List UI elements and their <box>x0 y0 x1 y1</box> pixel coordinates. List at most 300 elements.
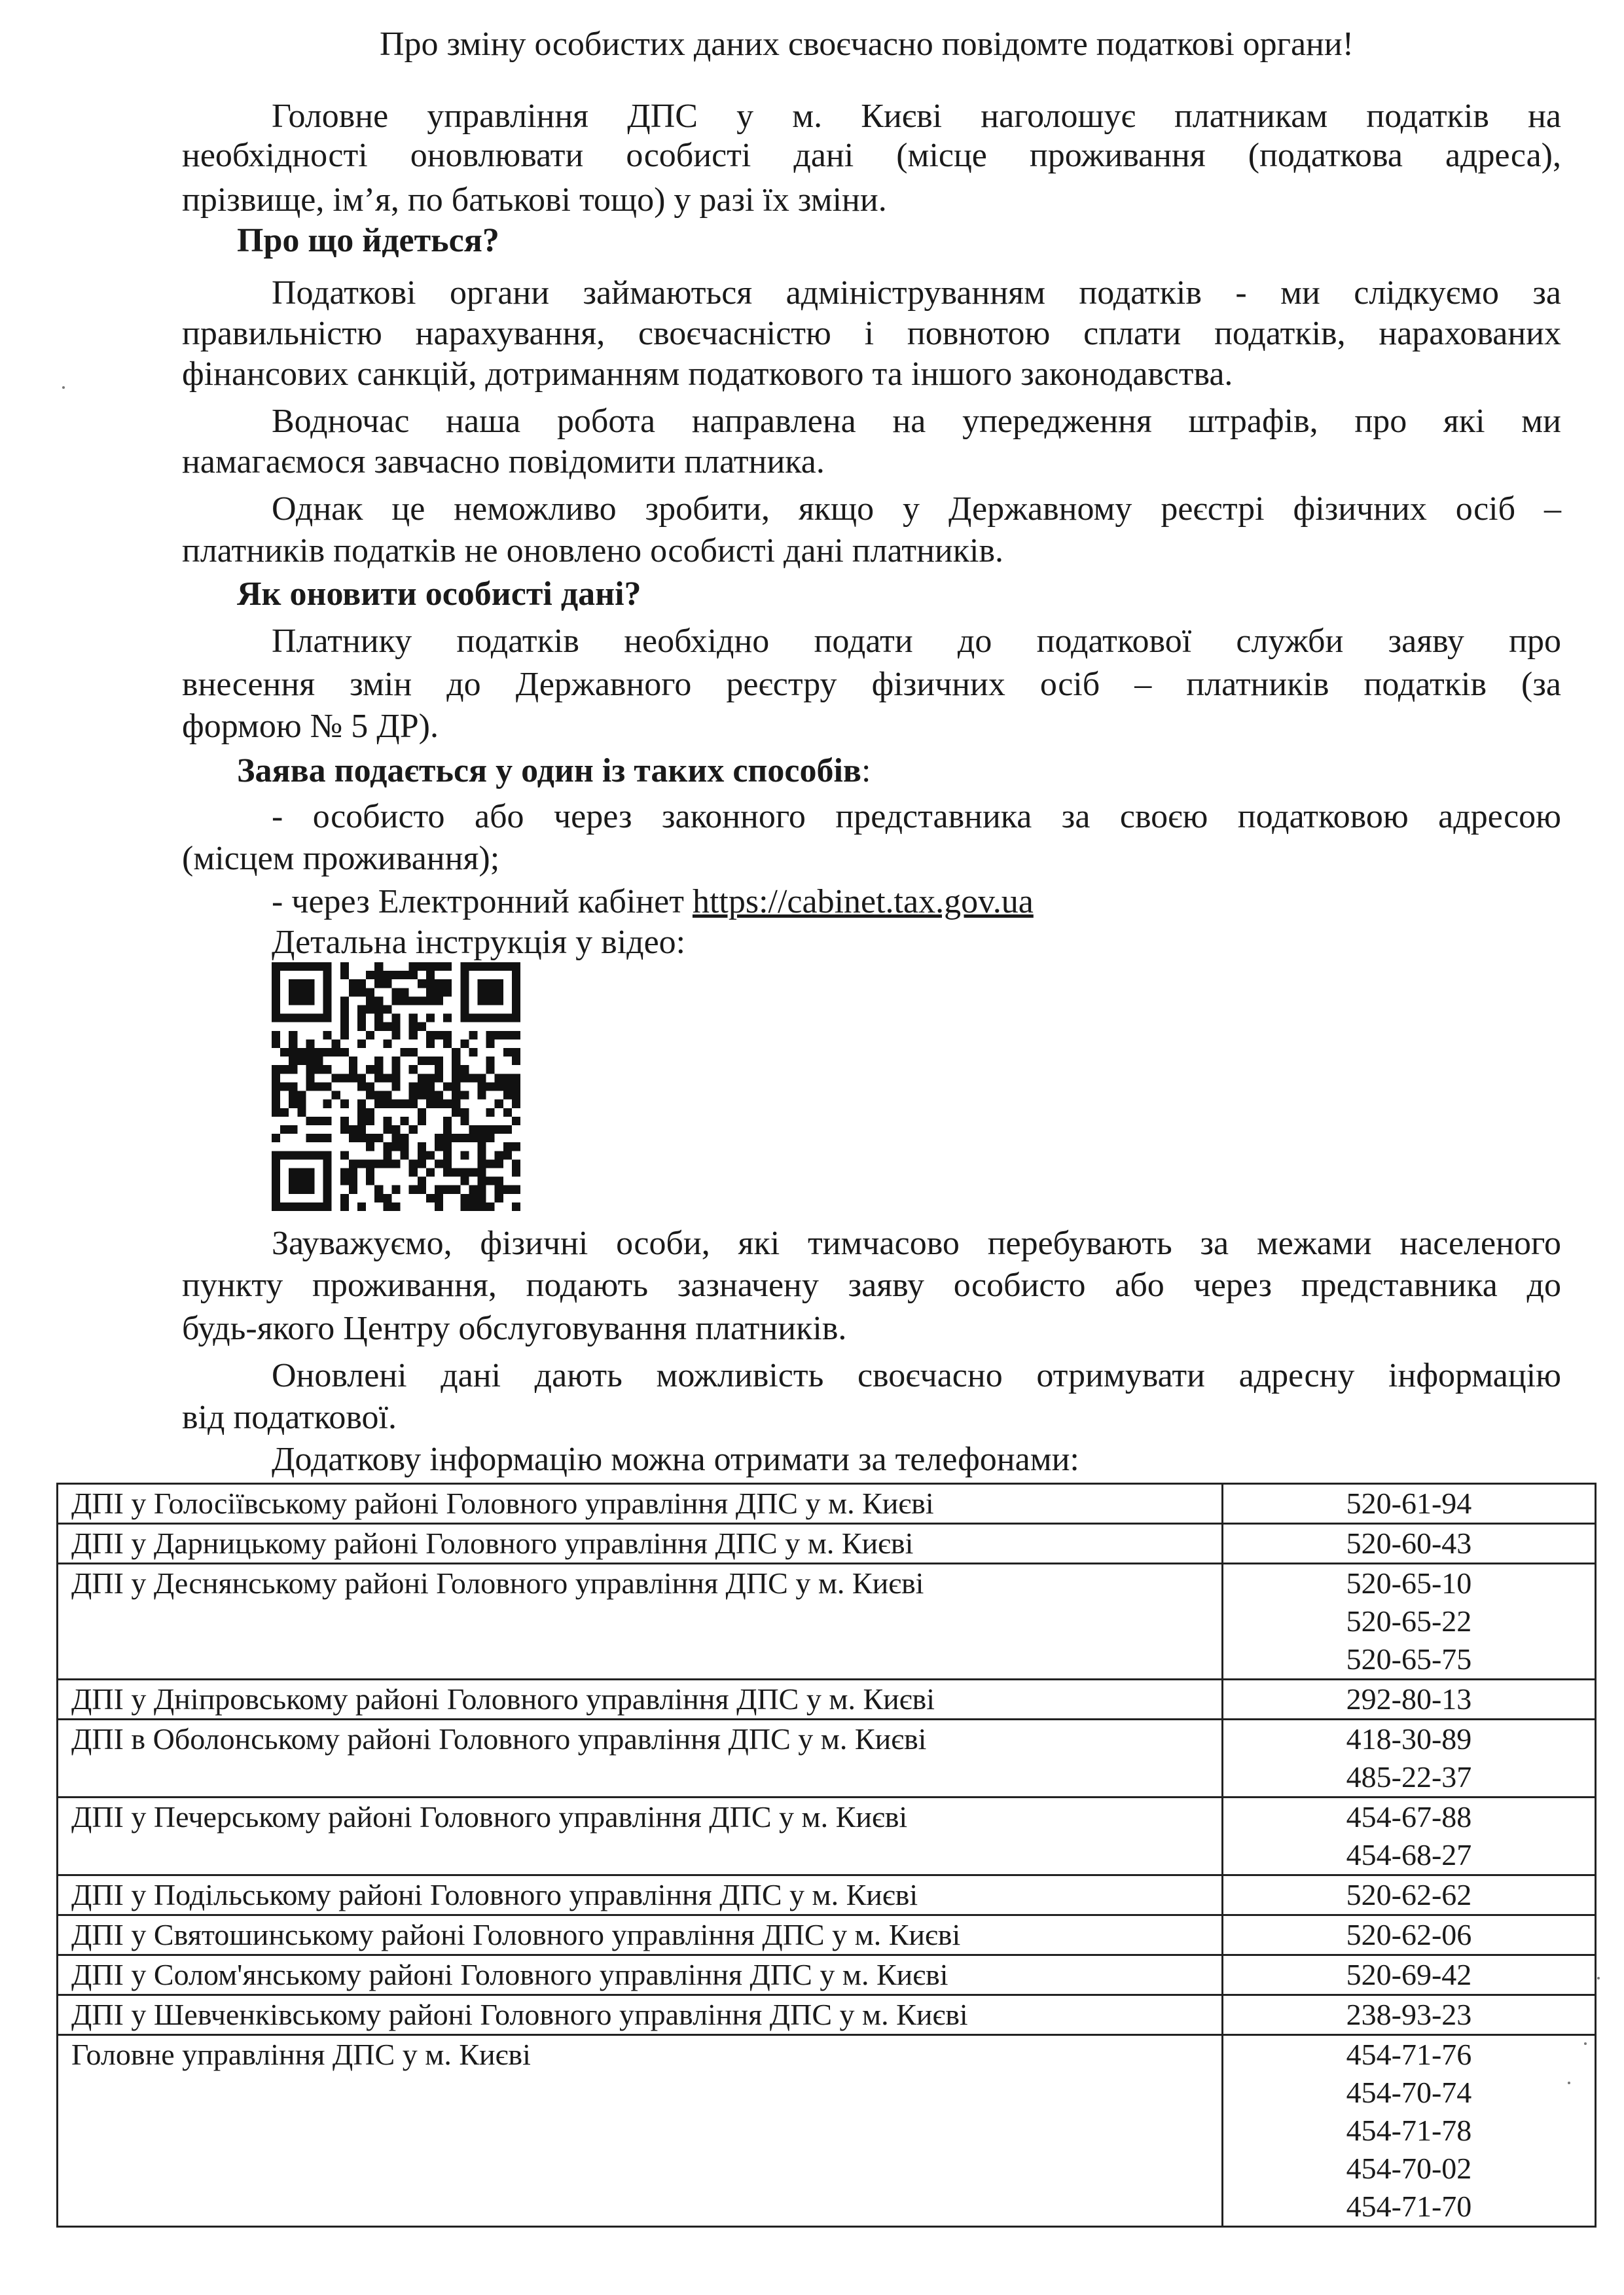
qr-module <box>435 1159 443 1168</box>
qr-module <box>452 1185 460 1194</box>
qr-module <box>418 1091 426 1100</box>
qr-module <box>289 1031 297 1039</box>
qr-module <box>418 962 426 971</box>
phone-number[interactable]: 520-62-06 <box>1346 1918 1472 1951</box>
qr-module <box>391 1065 400 1074</box>
phone-number[interactable]: 520-65-75 <box>1346 1642 1472 1676</box>
qr-module <box>366 1091 374 1100</box>
table-row <box>58 1680 1596 1720</box>
qr-module <box>357 1125 366 1134</box>
qr-module <box>495 1074 503 1082</box>
qr-module <box>452 1048 460 1057</box>
qr-module <box>280 1065 289 1074</box>
qr-module <box>340 1074 349 1082</box>
qr-module <box>435 996 443 1005</box>
qr-module <box>391 1022 400 1031</box>
qr-module <box>401 1134 409 1142</box>
section1-p2-line-2: намагаємося завчасно повідомити платника. <box>182 443 825 480</box>
phone-numbers-cell <box>1223 1995 1596 2035</box>
phone-number[interactable]: 520-62-62 <box>1346 1878 1472 1911</box>
qr-module <box>383 1142 391 1151</box>
qr-module <box>391 1014 400 1022</box>
scan-speck <box>1568 2082 1570 2084</box>
section1-p1-line-1: Податкові органи займаються адмініструванням податків - ми слідкуємо за <box>272 274 1561 312</box>
qr-module <box>374 1194 383 1202</box>
qr-module <box>391 1185 400 1194</box>
office-name-cell: Головне управління ДПС у м. Києві <box>58 2035 1223 2227</box>
qr-module <box>357 1108 366 1117</box>
qr-module <box>366 1134 374 1142</box>
qr-module <box>391 1031 400 1039</box>
qr-module <box>426 988 435 996</box>
qr-module <box>272 1065 280 1074</box>
qr-module <box>289 1048 297 1057</box>
qr-module <box>383 1005 391 1014</box>
office-name-cell: ДПІ у Деснянському районі Головного управління ДПС у м. Києві <box>58 1564 1223 1680</box>
qr-module <box>340 1177 349 1185</box>
qr-module <box>426 1039 435 1048</box>
qr-module <box>435 1031 443 1039</box>
qr-module <box>426 1151 435 1159</box>
qr-module <box>409 1125 418 1134</box>
table-row <box>58 1798 1596 1875</box>
phones-table <box>56 1483 1597 2228</box>
qr-module <box>366 996 374 1005</box>
qr-module <box>443 979 452 988</box>
qr-module <box>418 979 426 988</box>
qr-module <box>426 1057 435 1065</box>
qr-module <box>374 1074 383 1082</box>
qr-module <box>289 979 314 1005</box>
qr-module <box>469 1031 477 1039</box>
qr-module <box>306 1065 314 1074</box>
section1-p1-line-3: фінансових санкцій, дотриманням податкового та іншого законодавства. <box>182 355 1233 393</box>
qr-module <box>340 962 349 971</box>
qr-module <box>469 1185 477 1194</box>
qr-module <box>289 1168 314 1193</box>
qr-module <box>280 1125 289 1134</box>
phones-intro: Додаткову інформацію можна отримати за телефонами: <box>272 1441 1079 1478</box>
qr-module <box>366 1159 374 1168</box>
qr-module <box>486 1039 495 1048</box>
qr-module <box>452 1057 460 1065</box>
qr-module <box>409 1082 418 1091</box>
office-name-cell: ДПІ у Солом'янському районі Головного управління ДПС у м. Києві <box>58 1955 1223 1995</box>
qr-module <box>435 1074 443 1082</box>
method1-line-1: - особисто або через законного представника за своєю податковою адресою <box>272 798 1561 835</box>
qr-module <box>486 1057 495 1065</box>
office-name-cell: ДПІ у Святошинському районі Головного управління ДПС у м. Києві <box>58 1915 1223 1955</box>
qr-module <box>503 1048 512 1057</box>
section1-p3-line-2: платників податків не оновлено особисті дані платників. <box>182 532 1004 569</box>
qr-module <box>435 979 443 988</box>
qr-module <box>306 1082 314 1091</box>
qr-module <box>374 1134 383 1142</box>
qr-module <box>418 1108 426 1117</box>
section2-p1-line-2: внесення змін до Державного реєстру фізичних осіб – платників податків (за <box>182 666 1561 703</box>
qr-module <box>460 1151 469 1159</box>
qr-module <box>297 1100 306 1108</box>
video-label: Детальна інструкція у відео: <box>272 924 686 961</box>
intro-line-1: Головне управління ДПС у м. Києві наголошує платникам податків на <box>272 98 1561 135</box>
qr-module <box>272 1108 280 1117</box>
qr-module <box>323 1117 332 1125</box>
qr-module <box>315 1117 323 1125</box>
qr-module <box>374 1022 383 1031</box>
qr-module <box>366 1005 374 1014</box>
qr-module <box>435 1057 443 1065</box>
qr-module <box>452 1082 460 1091</box>
qr-module <box>391 971 400 979</box>
phone-number[interactable]: 418-30-89 <box>1346 1722 1472 1756</box>
table-row <box>58 1915 1596 1955</box>
phone-numbers-cell <box>1223 1680 1596 1720</box>
phone-number[interactable]: 292-80-13 <box>1346 1682 1472 1716</box>
phone-number[interactable]: 454-71-70 <box>1346 2190 1472 2223</box>
cabinet-link[interactable]: https://cabinet.tax.gov.ua <box>692 883 1034 920</box>
qr-module <box>349 1134 357 1142</box>
qr-module <box>443 988 452 996</box>
qr-module <box>357 979 366 988</box>
qr-module <box>426 962 435 971</box>
qr-module <box>469 1048 477 1057</box>
qr-module <box>495 1151 503 1159</box>
qr-module <box>332 1048 340 1057</box>
phones-table-body <box>58 1484 1596 2227</box>
method2-line <box>272 882 1034 922</box>
qr-module <box>374 1065 383 1074</box>
qr-module <box>426 1091 435 1100</box>
phone-number[interactable]: 520-61-94 <box>1346 1487 1472 1520</box>
qr-module <box>374 979 383 988</box>
qr-module <box>503 1125 512 1134</box>
qr-module <box>460 1065 469 1074</box>
method2-prefix: - через Електронний кабінет <box>272 883 693 920</box>
qr-module <box>495 1185 503 1194</box>
qr-module <box>366 1108 374 1117</box>
qr-module <box>357 1134 366 1142</box>
qr-module <box>349 1168 357 1176</box>
phone-number[interactable]: 454-70-74 <box>1346 2076 1472 2109</box>
scan-speck <box>62 386 65 389</box>
qr-module <box>486 1125 495 1134</box>
qr-module <box>426 996 435 1005</box>
qr-module <box>391 1100 400 1108</box>
qr-module <box>418 996 426 1005</box>
qr-module <box>426 1082 435 1091</box>
qr-module <box>435 988 443 996</box>
qr-module <box>383 1117 391 1125</box>
qr-module <box>340 1168 349 1176</box>
qr-module <box>340 1014 349 1022</box>
qr-module <box>409 962 418 971</box>
qr-module <box>306 1117 314 1125</box>
qr-module <box>512 1159 520 1168</box>
section1-p3-line-1: Однак це неможливо зробити, якщо у Державному реєстрі фізичних осіб – <box>272 490 1561 528</box>
qr-module <box>418 1022 426 1031</box>
qr-module <box>349 1065 357 1074</box>
phone-number[interactable]: 454-68-27 <box>1346 1838 1472 1871</box>
qr-module <box>383 1159 391 1168</box>
qr-module <box>469 1194 477 1202</box>
qr-module <box>391 1159 400 1168</box>
qr-module <box>503 1185 512 1194</box>
note-p2-line-1: Оновлені дані дають можливість своєчасно отримувати адресну інформацію <box>272 1357 1561 1394</box>
qr-module <box>435 1194 443 1202</box>
qr-module <box>409 1065 418 1074</box>
qr-module <box>452 1100 460 1108</box>
qr-module <box>435 1142 443 1151</box>
qr-module <box>486 1065 495 1074</box>
qr-module <box>401 1151 409 1159</box>
methods-heading-colon: : <box>861 752 871 789</box>
qr-module <box>391 1082 400 1091</box>
phone-number[interactable]: 520-60-43 <box>1346 1527 1472 1560</box>
qr-module <box>383 1039 391 1048</box>
qr-module <box>418 1074 426 1082</box>
qr-module <box>280 1048 289 1057</box>
phone-number[interactable]: 454-70-02 <box>1346 2152 1472 2185</box>
qr-module <box>391 996 400 1005</box>
qr-module <box>426 979 435 988</box>
qr-module <box>503 1151 512 1159</box>
qr-module <box>418 1151 426 1159</box>
qr-module <box>460 1117 469 1125</box>
qr-module <box>426 1168 435 1176</box>
qr-module <box>460 1039 469 1048</box>
qr-module <box>383 1125 391 1134</box>
qr-module <box>486 1134 495 1142</box>
qr-module <box>443 1117 452 1125</box>
table-row <box>58 1564 1596 1680</box>
qr-module <box>443 1014 452 1022</box>
note-p1-line-3: будь-якого Центру обслуговування платників. <box>182 1310 847 1347</box>
qr-module <box>340 1031 349 1039</box>
qr-module <box>477 1074 486 1082</box>
qr-module <box>495 1100 503 1108</box>
phone-numbers-cell <box>1223 1720 1596 1798</box>
qr-module <box>289 1100 297 1108</box>
qr-module <box>349 1074 357 1082</box>
qr-module <box>366 1082 374 1091</box>
qr-module <box>512 1100 520 1108</box>
qr-module <box>383 1091 391 1100</box>
qr-module <box>435 1100 443 1108</box>
phone-number[interactable]: 454-67-88 <box>1346 1800 1472 1834</box>
qr-module <box>512 1142 520 1151</box>
qr-module <box>366 1117 374 1125</box>
qr-module <box>272 1082 280 1091</box>
qr-module <box>374 996 383 1005</box>
qr-module <box>426 1031 435 1039</box>
qr-module <box>486 1159 495 1168</box>
qr-module <box>357 1022 366 1031</box>
qr-module <box>391 1057 400 1065</box>
qr-module <box>315 1048 323 1057</box>
qr-module <box>460 1177 469 1185</box>
qr-module <box>486 1177 495 1185</box>
qr-module <box>401 1048 409 1057</box>
qr-module <box>401 988 409 996</box>
qr-module <box>272 1091 280 1100</box>
qr-module <box>477 1091 486 1100</box>
phone-numbers-cell <box>1223 1484 1596 1524</box>
qr-module <box>340 1125 349 1134</box>
methods-heading <box>237 751 871 791</box>
qr-module <box>503 1074 512 1082</box>
table-row <box>58 2035 1596 2227</box>
qr-module <box>374 1057 383 1065</box>
qr-module <box>435 1202 443 1211</box>
qr-module <box>426 971 435 979</box>
qr-module <box>391 1125 400 1134</box>
table-row <box>58 1875 1596 1915</box>
qr-module <box>340 1202 349 1211</box>
qr-module <box>374 1185 383 1194</box>
qr-module <box>383 1151 391 1159</box>
qr-module <box>418 1057 426 1065</box>
qr-module <box>315 1057 323 1065</box>
qr-module <box>443 1125 452 1134</box>
method1-line-2: (місцем проживання); <box>182 840 500 877</box>
qr-module <box>340 1117 349 1125</box>
note-p1-line-2: пункту проживання, подають зазначену заяву особисто або через представника до <box>182 1267 1561 1304</box>
qr-module <box>366 988 374 996</box>
qr-module <box>512 1031 520 1039</box>
qr-module <box>357 1159 366 1168</box>
qr-module <box>323 1134 332 1142</box>
phone-number[interactable]: 454-71-78 <box>1346 2114 1472 2147</box>
qr-module <box>460 1194 469 1202</box>
qr-module <box>418 1082 426 1091</box>
qr-module <box>340 1005 349 1014</box>
table-row <box>58 1524 1596 1564</box>
qr-module <box>280 1082 289 1091</box>
qr-module <box>426 1194 435 1202</box>
note-p2-line-2: від податкової. <box>182 1399 397 1436</box>
phone-numbers-cell <box>1223 1798 1596 1875</box>
qr-module <box>306 1039 314 1048</box>
qr-module <box>383 1100 391 1108</box>
qr-module <box>332 1039 340 1048</box>
qr-module <box>477 1194 486 1202</box>
qr-module <box>272 1039 280 1048</box>
qr-module <box>512 1202 520 1211</box>
qr-module <box>297 1048 306 1057</box>
qr-module <box>409 971 418 979</box>
qr-module <box>409 1022 418 1031</box>
qr-module <box>383 1194 391 1202</box>
phone-number[interactable]: 520-69-42 <box>1346 1958 1472 1991</box>
qr-module <box>357 988 366 996</box>
qr-module <box>512 1082 520 1091</box>
office-name-cell: ДПІ в Оболонському районі Головного управління ДПС у м. Києві <box>58 1720 1223 1798</box>
phone-number[interactable]: 520-65-10 <box>1346 1566 1472 1600</box>
qr-module <box>409 1031 418 1039</box>
qr-module <box>401 1142 409 1151</box>
qr-module <box>323 1048 332 1057</box>
phone-number[interactable]: 238-93-23 <box>1346 1998 1472 2031</box>
qr-code-icon[interactable] <box>272 962 520 1211</box>
qr-module <box>401 971 409 979</box>
qr-module <box>409 1159 418 1168</box>
qr-module <box>340 1022 349 1031</box>
qr-module <box>469 1125 477 1134</box>
qr-module <box>357 1202 366 1211</box>
qr-module <box>374 1005 383 1014</box>
qr-module <box>349 988 357 996</box>
qr-module <box>366 1065 374 1074</box>
qr-module <box>486 1108 495 1117</box>
qr-module <box>289 1065 297 1074</box>
qr-module <box>409 1048 418 1057</box>
qr-module <box>418 1142 426 1151</box>
table-row <box>58 1955 1596 1995</box>
qr-module <box>374 971 383 979</box>
qr-module <box>340 1151 349 1159</box>
qr-module <box>503 1142 512 1151</box>
qr-module <box>357 1039 366 1048</box>
qr-module <box>512 1185 520 1194</box>
qr-module <box>383 1202 391 1211</box>
qr-module <box>366 1177 374 1185</box>
qr-module <box>452 1065 460 1074</box>
qr-module <box>477 1125 486 1134</box>
phone-number[interactable]: 454-71-76 <box>1346 2038 1472 2071</box>
office-name-cell: ДПІ у Печерському районі Головного управління ДПС у м. Києві <box>58 1798 1223 1875</box>
qr-module <box>383 971 391 979</box>
qr-module <box>443 1185 452 1194</box>
qr-module <box>366 971 374 979</box>
qr-module <box>332 1091 340 1100</box>
qr-module <box>426 1100 435 1108</box>
qr-module <box>391 1202 400 1211</box>
qr-module <box>272 1134 280 1142</box>
note-p1-line-1: Зауважуємо, фізичні особи, які тимчасово перебувають за межами населеного <box>272 1225 1561 1262</box>
qr-module <box>443 1031 452 1039</box>
qr-module <box>460 1091 469 1100</box>
office-name-cell: ДПІ у Голосіївському районі Головного управління ДПС у м. Києві <box>58 1484 1223 1524</box>
qr-module <box>289 1039 297 1048</box>
qr-module <box>477 1177 486 1185</box>
phone-number[interactable]: 520-65-22 <box>1346 1604 1472 1638</box>
qr-module <box>512 1117 520 1125</box>
phone-number[interactable]: 485-22-37 <box>1346 1760 1472 1794</box>
qr-module <box>409 1014 418 1022</box>
section2-p1-line-3: формою № 5 ДР). <box>182 708 439 745</box>
intro-line-3: прізвище, ім’я, по батькові тощо) у разі їх зміни. <box>182 181 887 219</box>
qr-module <box>323 1082 332 1091</box>
qr-module <box>323 1031 332 1039</box>
table-row <box>58 1995 1596 2035</box>
qr-module <box>357 1100 366 1108</box>
qr-module <box>332 1074 340 1082</box>
qr-module <box>495 1177 503 1185</box>
office-name-cell: ДПІ у Дніпровському районі Головного управління ДПС у м. Києві <box>58 1680 1223 1720</box>
qr-module <box>460 1108 469 1117</box>
qr-module <box>443 962 452 971</box>
qr-module <box>452 1108 460 1117</box>
qr-module <box>340 996 349 1005</box>
qr-module <box>512 1168 520 1176</box>
qr-module <box>306 1057 314 1065</box>
qr-module <box>289 1125 297 1134</box>
qr-module <box>460 1202 469 1211</box>
qr-module <box>460 1074 469 1082</box>
qr-module <box>272 1074 280 1082</box>
qr-module <box>512 1057 520 1065</box>
qr-module <box>435 962 443 971</box>
